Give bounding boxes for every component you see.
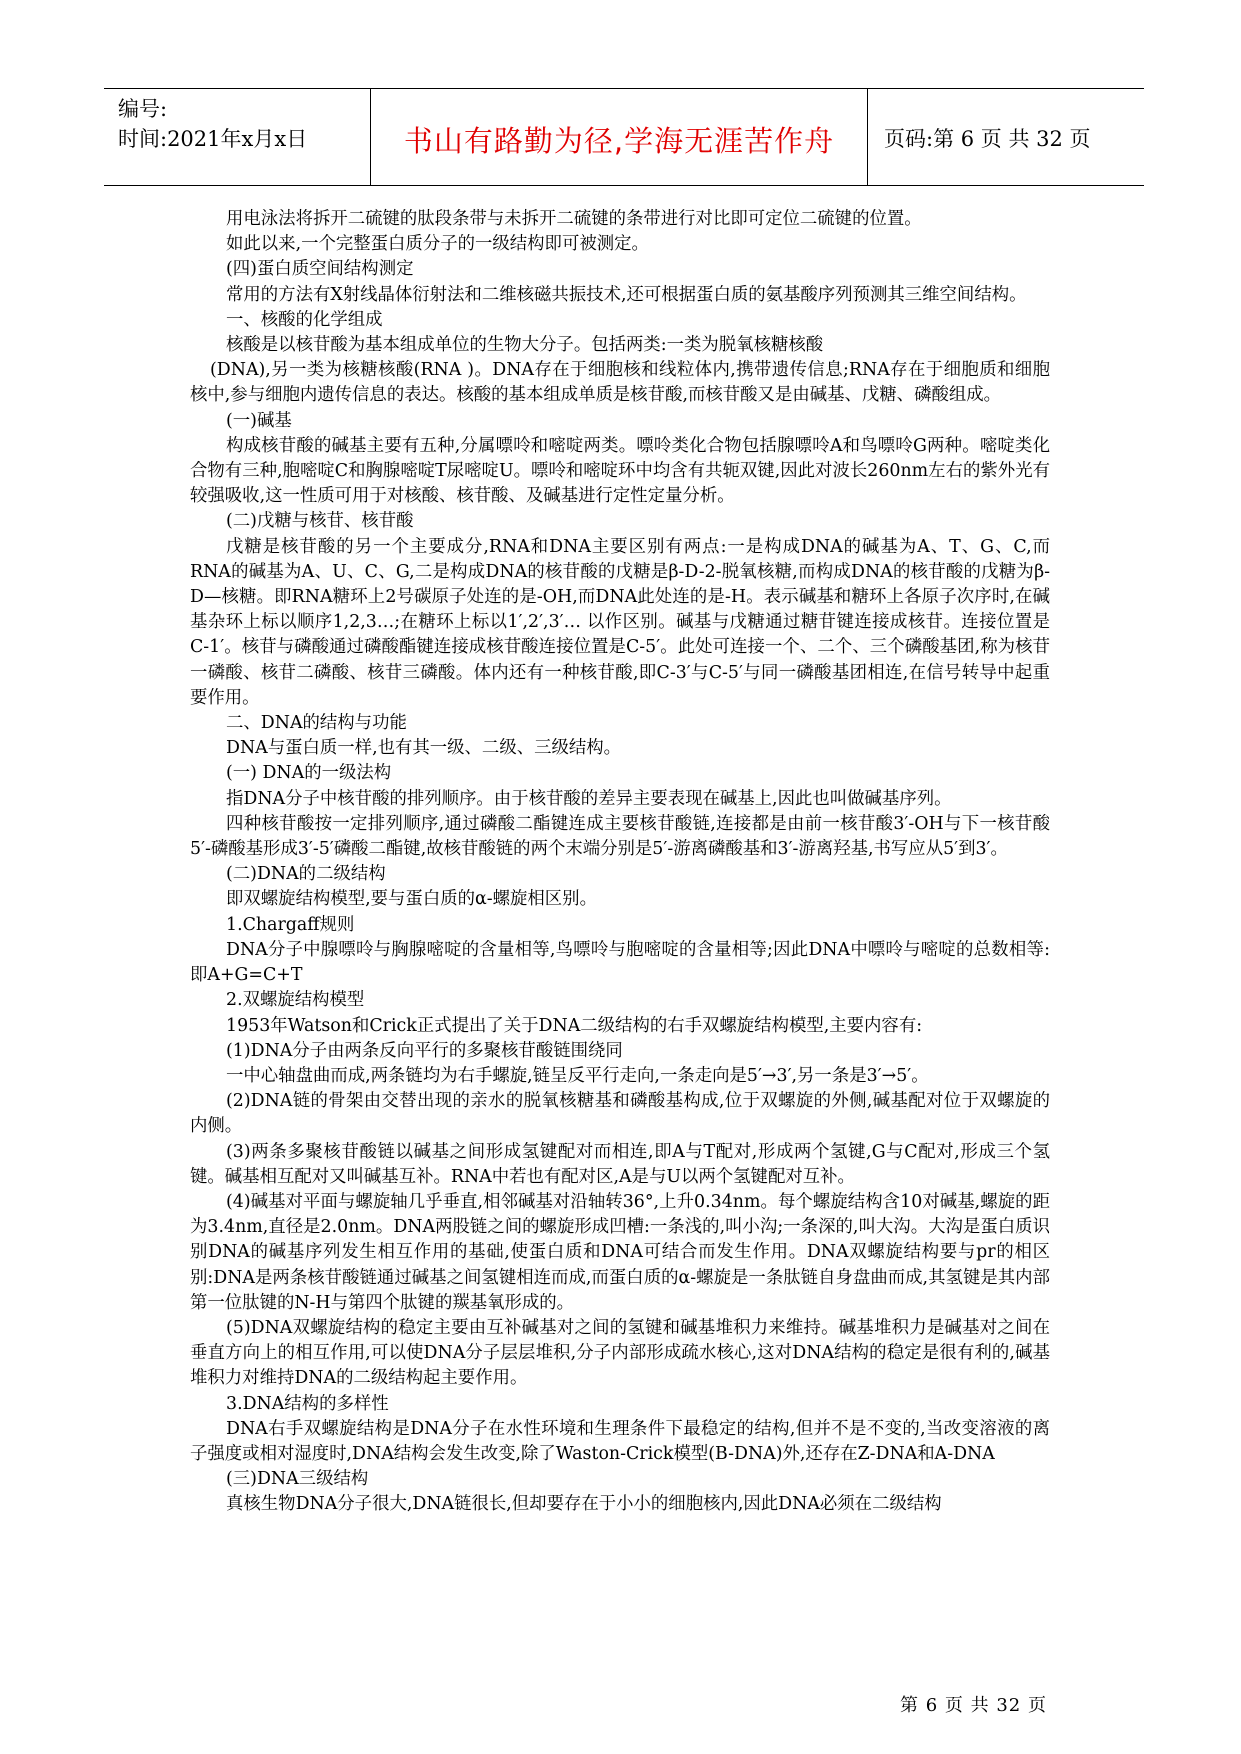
section-heading: (二)DNA的二级结构 — [226, 864, 386, 885]
paragraph: 一中心轴盘曲而成,两条链均为右手螺旋,链呈反平行走向,一条走向是5′→3′,另一条是3′→5′。 — [226, 1065, 929, 1086]
document-body — [190, 207, 1050, 1518]
section-heading: 一、核酸的化学组成 — [226, 309, 383, 330]
paragraph: 真核生物DNA分子很大,DNA链很长,但却要存在于小小的细胞核内,因此DNA必须在二级结构 — [226, 1494, 942, 1515]
page-footer: 第 6 页 共 32 页 — [900, 1695, 1047, 1716]
section-heading: (一) DNA的一级法构 — [226, 763, 392, 784]
paragraph: 指DNA分子中核苷酸的排列顺序。由于核苷酸的差异主要表现在碱基上,因此也叫做碱基序列。 — [226, 788, 952, 809]
paragraph: 核酸是以核苷酸为基本组成单位的生物大分子。包括两类:一类为脱氧核糖核酸 — [226, 335, 824, 356]
section-heading: (二)戊糖与核苷、核苷酸 — [226, 511, 414, 532]
header-motto: 书山有路勤为径,学海无涯苦作舟 — [403, 124, 835, 158]
header-left-cell — [104, 89, 370, 185]
section-heading: (四)蛋白质空间结构测定 — [226, 259, 414, 280]
paragraph: (4)碱基对平面与螺旋轴几乎垂直,相邻碱基对沿轴转36°,上升0.34nm。每个螺旋结构含10对碱基,螺旋的距为3.4nm,直径是2.0nm。DNA两股链之间的螺旋形成凹槽:一条浅的,叫小沟;一条深的,叫大沟。大沟是蛋白质识别DNA的碱基序列发生相互作用的基础,使蛋白质和DNA可结合而发生作用。DNA双螺旋结构要与pr的相区别:DNA是两条核苷酸链通过碱基之间氢键相连而成,而蛋白质的α-螺旋是一条肽链自身盘曲而成,其氢键是其内部第一位肽键的N-H与第四个肽键的羰基氧形成的。 — [190, 1191, 1050, 1313]
paragraph: (3)两条多聚核苷酸链以碱基之间形成氢键配对而相连,即A与T配对,形成两个氢键,G与C配对,形成三个氢键。碱基相互配对又叫碱基互补。RNA中若也有配对区,A是与U以两个氢键配对互补。 — [190, 1141, 1050, 1187]
section-heading: 2.双螺旋结构模型 — [226, 990, 365, 1011]
paragraph: DNA分子中腺嘌呤与胸腺嘧啶的含量相等,鸟嘌呤与胞嘧啶的含量相等;因此DNA中嘌呤与嘧啶的总数相等:即A+G=C+T — [190, 939, 1050, 986]
paragraph: DNA与蛋白质一样,也有其一级、二级、三级结构。 — [226, 738, 622, 759]
paragraph: 即双螺旋结构模型,要与蛋白质的α-螺旋相区别。 — [226, 889, 597, 910]
header-center-cell — [370, 89, 868, 185]
section-heading: (一)碱基 — [226, 410, 292, 431]
serial-label: 编号: — [118, 97, 168, 121]
header-page-info: 页码:第 6 页 共 32 页 — [884, 127, 1091, 151]
section-heading: 1.Chargaff规则 — [226, 914, 355, 935]
paragraph: (1)DNA分子由两条反向平行的多聚核苷酸链围绕同 — [226, 1040, 623, 1061]
paragraph: DNA右手双螺旋结构是DNA分子在水性环境和生理条件下最稳定的结构,但并不是不变的,当改变溶液的离子强度或相对湿度时,DNA结构会发生改变,除了Waston-Crick模型(B-DNA)外,还存在Z-DNA和A-DNA — [190, 1418, 1050, 1464]
paragraph: 常用的方法有X射线晶体衍射法和二维核磁共振技术,还可根据蛋白质的氨基酸序列预测其三维空间结构。 — [226, 284, 1027, 305]
page-header — [104, 88, 1144, 186]
date-label: 时间:2021年x月x日 — [118, 127, 308, 151]
paragraph: 如此以来,一个完整蛋白质分子的一级结构即可被测定。 — [226, 234, 649, 255]
paragraph: (5)DNA双螺旋结构的稳定主要由互补碱基对之间的氢键和碱基堆积力来维持。碱基堆积力是碱基对之间在垂直方向上的相互作用,可以使DNA分子层层堆积,分子内部形成疏水核心,这对DNA结构的稳定是很有利的,碱基堆积力对维持DNA的二级结构起主要作用。 — [190, 1317, 1050, 1389]
paragraph: (DNA),另一类为核糖核酸(RNA )。DNA存在于细胞核和线粒体内,携带遗传信息;RNA存在于细胞质和细胞核中,参与细胞内遗传信息的表达。核酸的基本组成单质是核苷酸,而核苷酸又是由碱基、戊糖、磷酸组成。 — [190, 360, 1050, 406]
paragraph: 1953年Watson和Crick正式提出了关于DNA二级结构的右手双螺旋结构模型,主要内容有: — [226, 1015, 923, 1036]
paragraph: (2)DNA链的骨架由交替出现的亲水的脱氧核糖基和磷酸基构成,位于双螺旋的外侧,碱基配对位于双螺旋的内侧。 — [190, 1091, 1050, 1137]
section-heading: 二、DNA的结构与功能 — [226, 713, 407, 734]
paragraph: 四种核苷酸按一定排列顺序,通过磷酸二酯键连成主要核苷酸链,连接都是由前一核苷酸3′-OH与下一核苷酸5′-磷酸基形成3′-5′磷酸二酯键,故核苷酸链的两个末端分别是5′-游离磷酸基和3′-游离羟基,书写应从5′到3′。 — [190, 813, 1050, 860]
paragraph: 构成核苷酸的碱基主要有五种,分属嘌呤和嘧啶两类。嘌呤类化合物包括腺嘌呤A和鸟嘌呤G两种。嘧啶类化合物有三种,胞嘧啶C和胸腺嘧啶T尿嘧啶U。嘌呤和嘧啶环中均含有共轭双键,因此对波长260nm左右的紫外光有较强吸收,这一性质可用于对核酸、核苷酸、及碱基进行定性定量分析。 — [190, 435, 1050, 507]
paragraph: 戊糖是核苷酸的另一个主要成分,RNA和DNA主要区别有两点:一是构成DNA的碱基为A、T、G、C,而RNA的碱基为A、U、C、G,二是构成DNA的核苷酸的戊糖是β-D-2-脱氧核糖,而构成DNA的核苷酸的戊糖为β-D—核糖。即RNA糖环上2号碳原子处连的是-OH,而DNA此处连的是-H。表示碱基和糖环上各原子次序时,在碱基杂环上标以顺序1,2,3…;在糖环上标以1′,2′,3′… 以作区别。碱基与戊糖通过糖苷键连接成核苷。连接位置是C-1′。核苷与磷酸通过磷酸酯键连接成核苷酸连接位置是C-5′。此处可连接一个、二个、三个磷酸基团,称为核苷一磷酸、核苷二磷酸、核苷三磷酸。体内还有一种核苷酸,即C-3′与C-5′与同一磷酸基团相连,在信号转导中起重要作用。 — [190, 536, 1050, 708]
section-heading: (三)DNA三级结构 — [226, 1469, 369, 1490]
paragraph: 用电泳法将拆开二硫键的肽段条带与未拆开二硫键的条带进行对比即可定位二硫键的位置。 — [226, 209, 922, 229]
header-right-cell — [868, 89, 1144, 185]
section-heading: 3.DNA结构的多样性 — [226, 1393, 389, 1414]
